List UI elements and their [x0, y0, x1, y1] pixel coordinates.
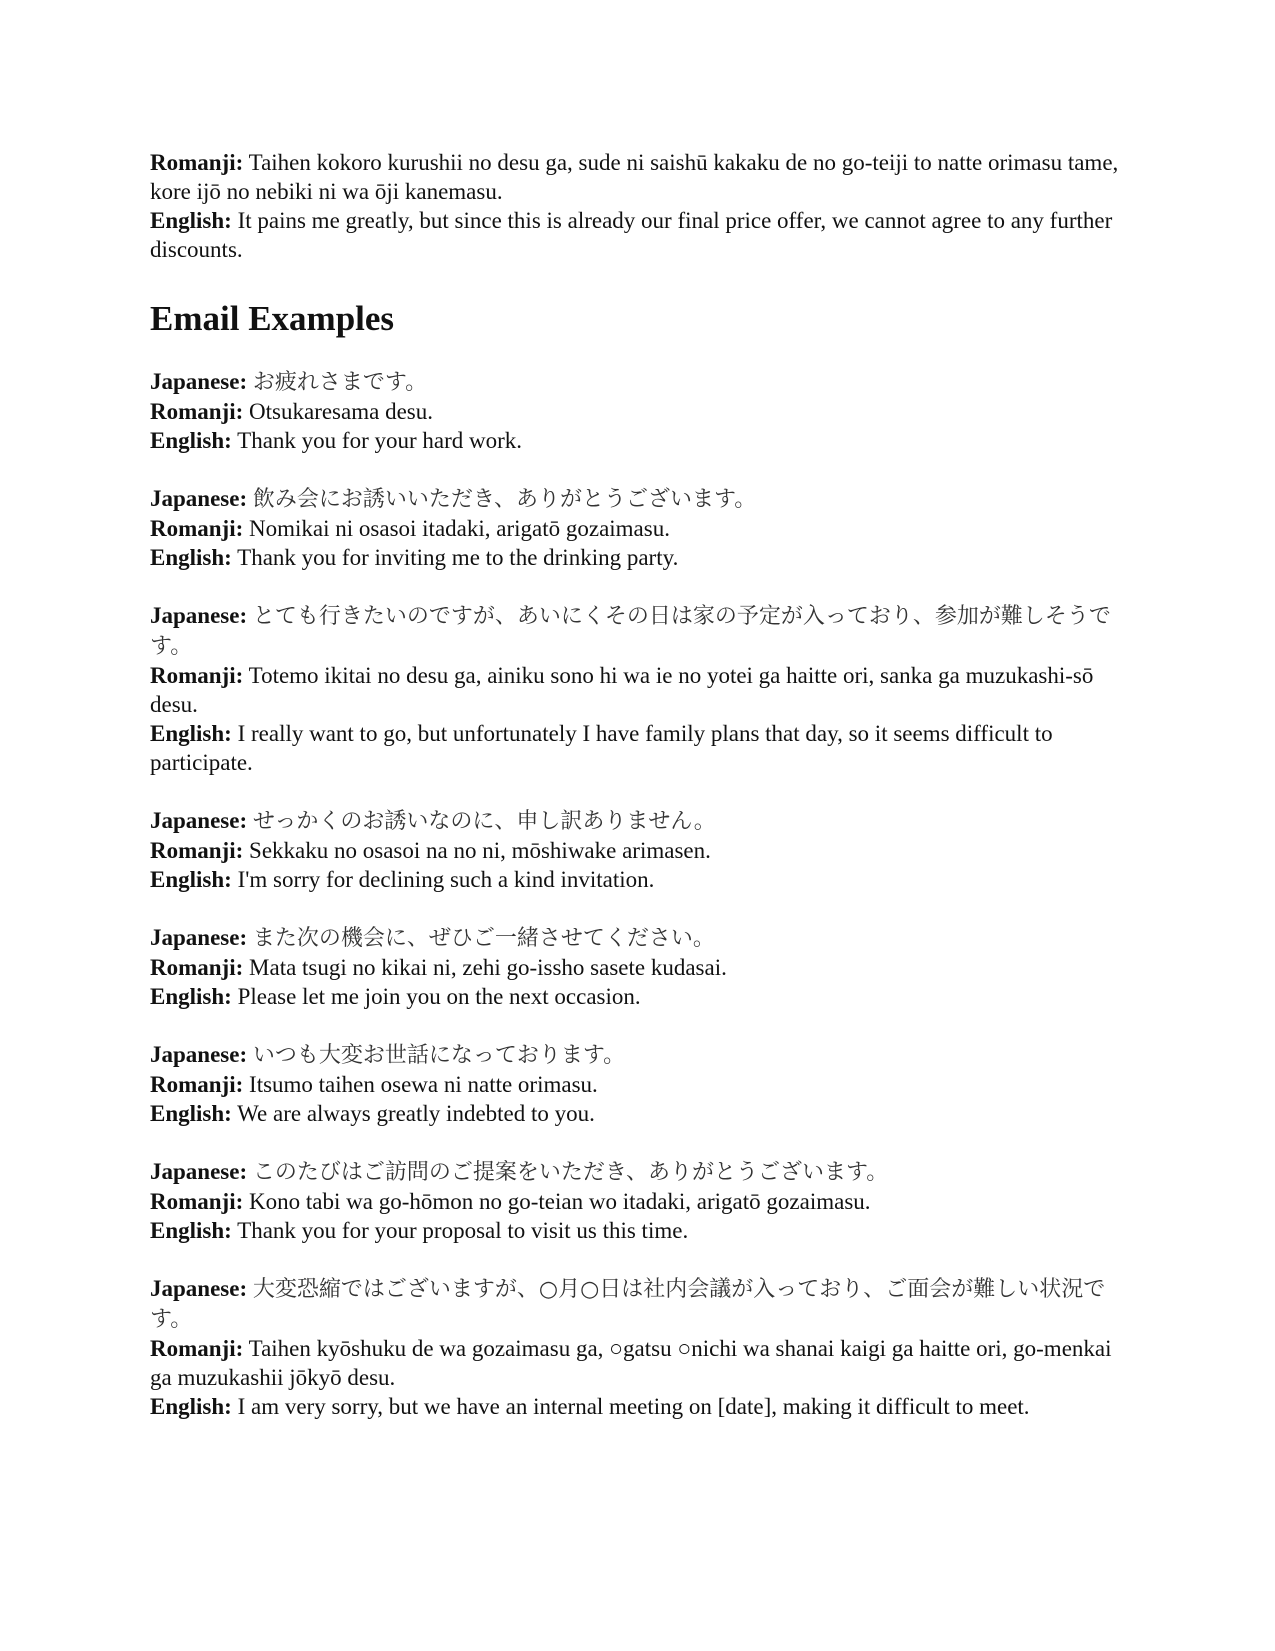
intro-block	[150, 148, 1130, 264]
example-romanji-text: Mata tsugi no kikai ni, zehi go-issho sasete kudasai.	[249, 955, 727, 980]
intro-romanji-text: Taihen kokoro kurushii no desu ga, sude ni saishū kakaku de no go-teiji to natte orimasu tame, kore ijō no nebiki ni wa ōji kanemasu.	[150, 150, 1119, 204]
example-english-line	[150, 426, 1130, 455]
example-romanji-line	[150, 661, 1130, 719]
example-english-text: I'm sorry for declining such a kind invitation.	[237, 867, 655, 892]
example-english-text: Thank you for your proposal to visit us this time.	[237, 1218, 689, 1243]
example-japanese-text: このたびはご訪問のご提案をいただき、ありがとうございます。	[252, 1160, 889, 1185]
example-romanji-text: Kono tabi wa go-hōmon no go-teian wo itadaki, arigatō gozaimasu.	[249, 1189, 871, 1214]
example-japanese-line	[150, 367, 1130, 397]
romanji-label: Romanji:	[150, 1072, 244, 1097]
example-japanese-line	[150, 806, 1130, 836]
example-block	[150, 1157, 1130, 1245]
example-english-line	[150, 982, 1130, 1011]
example-japanese-line	[150, 1274, 1130, 1334]
example-english-line	[150, 1099, 1130, 1128]
example-english-line	[150, 865, 1130, 894]
example-romanji-text: Nomikai ni osasoi itadaki, arigatō gozaimasu.	[249, 516, 670, 541]
example-romanji-line	[150, 953, 1130, 982]
document-page	[150, 148, 1130, 1450]
english-label: English:	[150, 1218, 232, 1243]
example-block	[150, 1274, 1130, 1421]
english-label: English:	[150, 721, 232, 746]
english-label: English:	[150, 1394, 232, 1419]
example-english-line	[150, 543, 1130, 572]
romanji-label: Romanji:	[150, 1336, 244, 1361]
example-japanese-text: いつも大変お世話になっております。	[252, 1043, 626, 1068]
example-romanji-line	[150, 1334, 1130, 1392]
example-romanji-text: Totemo ikitai no desu ga, ainiku sono hi wa ie no yotei ga haitte ori, sanka ga muzukashi-sō desu.	[150, 663, 1094, 717]
example-english-line	[150, 1392, 1130, 1421]
example-english-text: I really want to go, but unfortunately I have family plans that day, so it seems difficult to participate.	[150, 721, 1053, 775]
romanji-label: Romanji:	[150, 516, 244, 541]
romanji-label: Romanji:	[150, 150, 244, 175]
example-english-text: Thank you for inviting me to the drinking party.	[237, 545, 679, 570]
example-english-line	[150, 719, 1130, 777]
example-romanji-text: Itsumo taihen osewa ni natte orimasu.	[249, 1072, 598, 1097]
example-japanese-line	[150, 923, 1130, 953]
example-japanese-text: せっかくのお誘いなのに、申し訳ありません。	[252, 809, 716, 834]
example-english-text: Please let me join you on the next occasion.	[237, 984, 641, 1009]
example-japanese-text: 飲み会にお誘いいただき、ありがとうございます。	[252, 487, 757, 512]
example-japanese-line	[150, 1040, 1130, 1070]
english-label: English:	[150, 984, 232, 1009]
example-japanese-line	[150, 601, 1130, 661]
example-japanese-text: 大変恐縮ではございますが、○月○日は社内会議が入っており、ご面会が難しい状況です。	[150, 1277, 1106, 1332]
romanji-label: Romanji:	[150, 1189, 244, 1214]
romanji-label: Romanji:	[150, 955, 244, 980]
example-romanji-line	[150, 514, 1130, 543]
romanji-label: Romanji:	[150, 399, 244, 424]
example-english-text: I am very sorry, but we have an internal meeting on [date], making it difficult to meet.	[237, 1394, 1030, 1419]
example-block	[150, 923, 1130, 1011]
example-block	[150, 367, 1130, 455]
example-block	[150, 484, 1130, 572]
english-label: English:	[150, 545, 232, 570]
example-english-text: We are always greatly indebted to you.	[237, 1101, 595, 1126]
japanese-label: Japanese:	[150, 603, 248, 628]
example-english-line	[150, 1216, 1130, 1245]
examples-list	[150, 367, 1130, 1421]
intro-romanji-line	[150, 148, 1130, 206]
example-japanese-line	[150, 1157, 1130, 1187]
example-japanese-text: お疲れさまです。	[252, 370, 428, 395]
english-label: English:	[150, 208, 232, 233]
japanese-label: Japanese:	[150, 925, 248, 950]
japanese-label: Japanese:	[150, 369, 248, 394]
example-romanji-line	[150, 1187, 1130, 1216]
example-romanji-text: Otsukaresama desu.	[249, 399, 433, 424]
example-japanese-line	[150, 484, 1130, 514]
intro-english-line	[150, 206, 1130, 264]
example-block	[150, 1040, 1130, 1128]
example-japanese-text: また次の機会に、ぜひご一緒させてください。	[252, 926, 715, 951]
english-label: English:	[150, 428, 232, 453]
example-romanji-text: Taihen kyōshuku de wa gozaimasu ga, ○gatsu ○nichi wa shanai kaigi ga haitte ori, go-menkai ga muzukashii jōkyō desu.	[150, 1336, 1112, 1390]
example-romanji-line	[150, 1070, 1130, 1099]
english-label: English:	[150, 867, 232, 892]
japanese-label: Japanese:	[150, 1042, 248, 1067]
japanese-label: Japanese:	[150, 808, 248, 833]
example-romanji-line	[150, 836, 1130, 865]
example-japanese-text: とても行きたいのですが、あいにくその日は家の予定が入っており、参加が難しそうです。	[150, 604, 1111, 659]
japanese-label: Japanese:	[150, 1276, 248, 1301]
romanji-label: Romanji:	[150, 663, 244, 688]
example-romanji-text: Sekkaku no osasoi na no ni, mōshiwake arimasen.	[249, 838, 711, 863]
example-romanji-line	[150, 397, 1130, 426]
intro-english-text: It pains me greatly, but since this is already our final price offer, we cannot agree to any further discounts.	[150, 208, 1113, 262]
example-block	[150, 601, 1130, 777]
example-block	[150, 806, 1130, 894]
japanese-label: Japanese:	[150, 1159, 248, 1184]
example-english-text: Thank you for your hard work.	[237, 428, 523, 453]
section-heading: Email Examples	[150, 299, 395, 338]
romanji-label: Romanji:	[150, 838, 244, 863]
japanese-label: Japanese:	[150, 486, 248, 511]
english-label: English:	[150, 1101, 232, 1126]
